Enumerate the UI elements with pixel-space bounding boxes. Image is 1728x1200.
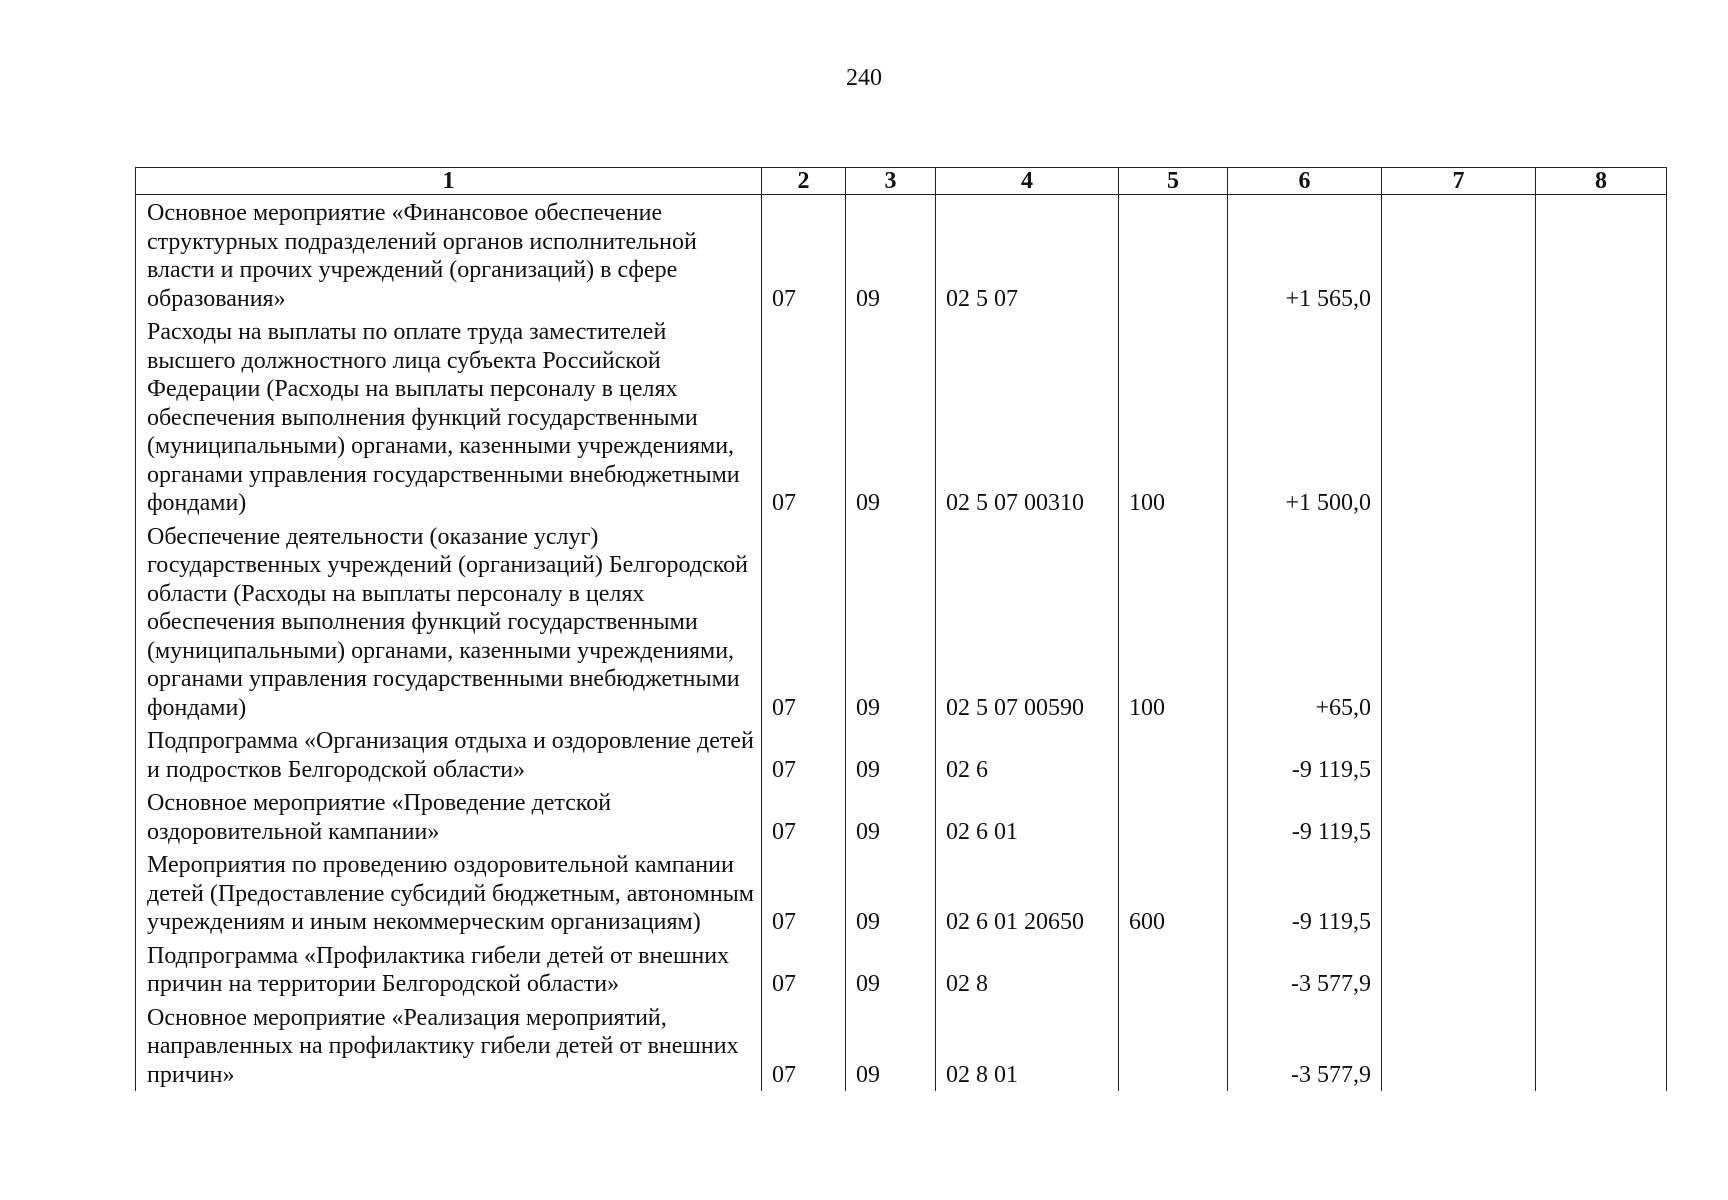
table-row [136, 847, 1667, 938]
row-description: Подпрограмма «Организация отдыха и оздоровление детей и подростков Белгородской области» [136, 723, 762, 785]
section-code: 07 [762, 938, 846, 1000]
amount-change: -3 577,9 [1228, 1000, 1382, 1092]
subsection-code: 09 [846, 195, 936, 315]
column-8-value [1536, 314, 1667, 519]
subsection-code: 09 [846, 519, 936, 724]
expense-type-code: 100 [1119, 519, 1228, 724]
row-description: Основное мероприятие «Проведение детской оздоровительной кампании» [136, 785, 762, 847]
subsection-code: 09 [846, 1000, 936, 1092]
table-row [136, 1000, 1667, 1092]
subsection-code: 09 [846, 847, 936, 938]
section-code: 07 [762, 785, 846, 847]
column-8-value [1536, 195, 1667, 315]
column-7-value [1382, 847, 1536, 938]
column-header-5: 5 [1119, 168, 1228, 195]
row-description: Подпрограмма «Профилактика гибели детей от внешних причин на территории Белгородской области» [136, 938, 762, 1000]
row-description: Обеспечение деятельности (оказание услуг) государственных учреждений (организаций) Белгородской области (Расходы на выплаты персоналу в целях обеспечения выполнения функций государственными (муниципальными) органами, казенными учреждениями, органами управления государственными внебюджетными фондами) [136, 519, 762, 724]
table-row [136, 938, 1667, 1000]
column-8-value [1536, 938, 1667, 1000]
header-row [136, 168, 1667, 195]
column-8-value [1536, 785, 1667, 847]
column-7-value [1382, 785, 1536, 847]
column-7-value [1382, 195, 1536, 315]
column-8-value [1536, 847, 1667, 938]
subsection-code: 09 [846, 314, 936, 519]
column-header-8: 8 [1536, 168, 1667, 195]
section-code: 07 [762, 847, 846, 938]
column-7-value [1382, 519, 1536, 724]
amount-change: -3 577,9 [1228, 938, 1382, 1000]
amount-change: +65,0 [1228, 519, 1382, 724]
budget-table [135, 167, 1667, 1091]
column-7-value [1382, 938, 1536, 1000]
row-description: Основное мероприятие «Финансовое обеспечение структурных подразделений органов исполнительной власти и прочих учреждений (организаций) в сфере образования» [136, 195, 762, 315]
column-header-2: 2 [762, 168, 846, 195]
target-article-code: 02 5 07 [936, 195, 1119, 315]
column-header-6: 6 [1228, 168, 1382, 195]
column-header-1: 1 [136, 168, 762, 195]
amount-change: -9 119,5 [1228, 723, 1382, 785]
target-article-code: 02 8 [936, 938, 1119, 1000]
expense-type-code [1119, 195, 1228, 315]
amount-change: -9 119,5 [1228, 847, 1382, 938]
column-8-value [1536, 723, 1667, 785]
column-8-value [1536, 1000, 1667, 1092]
section-code: 07 [762, 195, 846, 315]
column-header-3: 3 [846, 168, 936, 195]
page-number [0, 64, 1728, 92]
table-row [136, 314, 1667, 519]
column-7-value [1382, 723, 1536, 785]
column-7-value [1382, 314, 1536, 519]
target-article-code: 02 6 01 20650 [936, 847, 1119, 938]
target-article-code: 02 5 07 00590 [936, 519, 1119, 724]
target-article-code: 02 6 01 [936, 785, 1119, 847]
page-number-text: 240 [846, 65, 882, 91]
table-row [136, 785, 1667, 847]
table-row [136, 519, 1667, 724]
section-code: 07 [762, 314, 846, 519]
expense-type-code [1119, 785, 1228, 847]
column-8-value [1536, 519, 1667, 724]
expense-type-code [1119, 1000, 1228, 1092]
row-description: Основное мероприятие «Реализация мероприятий, направленных на профилактику гибели детей от внешних причин» [136, 1000, 762, 1092]
amount-change: +1 565,0 [1228, 195, 1382, 315]
amount-change: +1 500,0 [1228, 314, 1382, 519]
column-7-value [1382, 1000, 1536, 1092]
subsection-code: 09 [846, 723, 936, 785]
target-article-code: 02 5 07 00310 [936, 314, 1119, 519]
expense-type-code [1119, 938, 1228, 1000]
column-header-4: 4 [936, 168, 1119, 195]
expense-type-code: 100 [1119, 314, 1228, 519]
expense-type-code [1119, 723, 1228, 785]
row-description: Мероприятия по проведению оздоровительной кампании детей (Предоставление субсидий бюджетным, автономным учреждениям и иным некоммерческим организациям) [136, 847, 762, 938]
subsection-code: 09 [846, 785, 936, 847]
target-article-code: 02 8 01 [936, 1000, 1119, 1092]
row-description: Расходы на выплаты по оплате труда заместителей высшего должностного лица субъекта Российской Федерации (Расходы на выплаты персоналу в целях обеспечения выполнения функций государственными (муниципальными) органами, казенными учреждениями, органами управления государственными внебюджетными фондами) [136, 314, 762, 519]
table-row [136, 723, 1667, 785]
subsection-code: 09 [846, 938, 936, 1000]
section-code: 07 [762, 723, 846, 785]
target-article-code: 02 6 [936, 723, 1119, 785]
amount-change: -9 119,5 [1228, 785, 1382, 847]
section-code: 07 [762, 1000, 846, 1092]
section-code: 07 [762, 519, 846, 724]
column-header-7: 7 [1382, 168, 1536, 195]
expense-type-code: 600 [1119, 847, 1228, 938]
table-row [136, 195, 1667, 315]
